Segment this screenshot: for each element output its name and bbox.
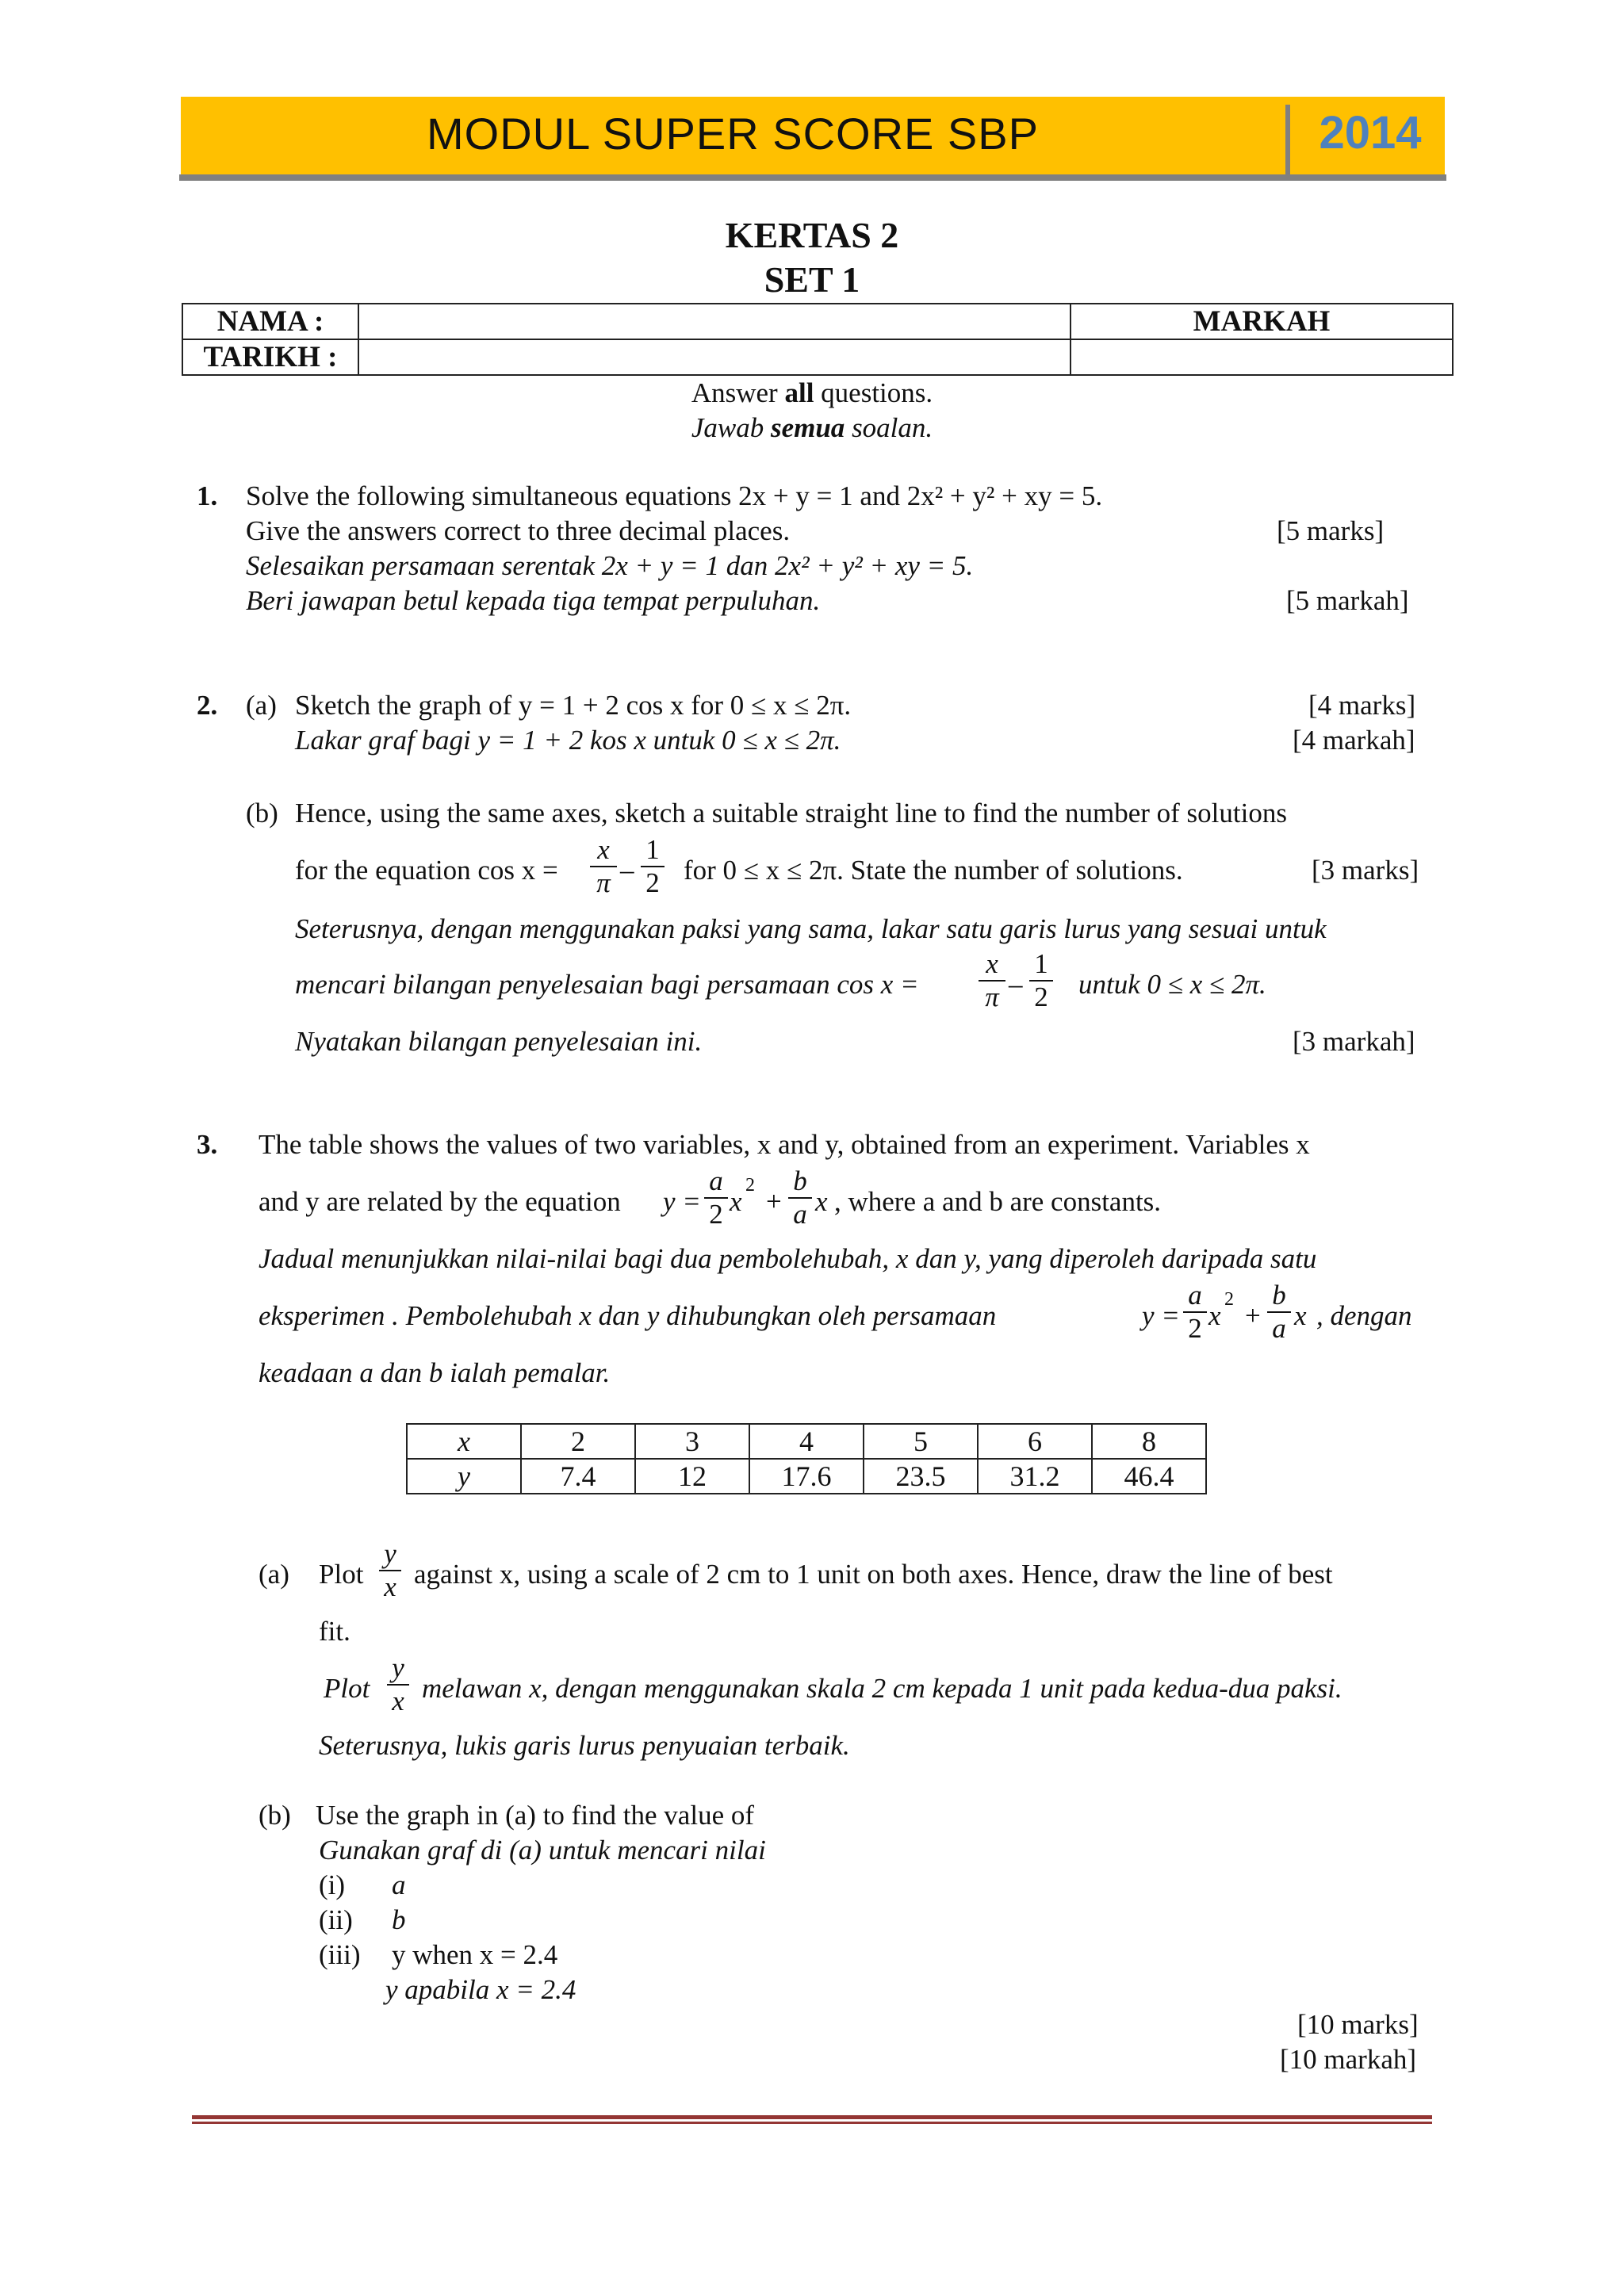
q2-b-my-frac-1-2: $\frac{1}{2}$ bbox=[1029, 948, 1053, 1013]
q2-b-my-minus: – bbox=[1009, 969, 1023, 1000]
header-separator bbox=[1285, 105, 1290, 176]
q3-my2-pre: eksperimen . Pembolehubah x dan y dihubungkan oleh persamaan bbox=[259, 1300, 997, 1331]
q2-b-en2-pre: for the equation cos x = bbox=[295, 855, 558, 886]
table-header-x: x bbox=[407, 1424, 521, 1459]
tarikh-field[interactable] bbox=[358, 339, 1071, 375]
table-cell: 4 bbox=[749, 1424, 864, 1459]
q3-a-my-frac-y-x: $\frac{y}{x}$ bbox=[387, 1652, 409, 1717]
q3-eq-frac-b-a: $\frac{b}{a}$ bbox=[788, 1165, 812, 1230]
info-table bbox=[182, 303, 1454, 376]
q3-b-item-label: (ii) bbox=[319, 1904, 353, 1935]
q3-b-item-text: a bbox=[392, 1869, 406, 1900]
q3-b-item-text: b bbox=[392, 1904, 406, 1935]
q2-b-my1: Seterusnya, dengan menggunakan paksi yang sama, lakar satu garis lurus yang sesuai untuk bbox=[295, 913, 1327, 944]
q1-line2: Give the answers correct to three decimal places. bbox=[246, 515, 791, 546]
q3-en2-post: , where a and b are constants. bbox=[834, 1186, 1162, 1217]
q3-eq-plus: + bbox=[766, 1186, 782, 1217]
q2-a-my: Lakar graf bagi y = 1 + 2 kos x untuk 0 ≤ x ≤ 2π. bbox=[295, 725, 841, 756]
q1-marks-my: [5 markah] bbox=[1286, 585, 1409, 616]
q3-eq-my-y: y = bbox=[1142, 1300, 1180, 1331]
table-cell: 23.5 bbox=[864, 1459, 978, 1494]
q3-a-label: (a) bbox=[259, 1559, 289, 1590]
footer-rule-thin bbox=[192, 2122, 1432, 2124]
q3-b-my: Gunakan graf di (a) untuk mencari nilai bbox=[319, 1835, 766, 1866]
table-row-y bbox=[407, 1459, 1206, 1494]
q2-a-marks-en: [4 marks] bbox=[1308, 690, 1416, 721]
q3-eq-x: x bbox=[730, 1186, 742, 1217]
q3-eq-sq: 2 bbox=[745, 1175, 755, 1196]
q3-b-item-label: (iii) bbox=[319, 1939, 361, 1970]
q3-a-my-plot: Plot bbox=[324, 1673, 370, 1704]
nama-label: NAMA : bbox=[182, 304, 358, 339]
instruction-en: Answer all questions. bbox=[691, 377, 933, 408]
instruction-my: Jawab semua soalan. bbox=[691, 412, 933, 443]
q3-eq-my-x: x bbox=[1208, 1300, 1221, 1331]
q2-b-my2-post: untuk 0 ≤ x ≤ 2π. bbox=[1078, 969, 1266, 1000]
q3-eq-my-sq: 2 bbox=[1224, 1289, 1234, 1310]
set-title: SET 1 bbox=[764, 259, 860, 300]
q3-en1: The table shows the values of two variables, x and y, obtained from an experiment. Variables x bbox=[259, 1129, 1310, 1160]
q2-a-en: Sketch the graph of y = 1 + 2 cos x for 0 ≤ x ≤ 2π. bbox=[295, 690, 852, 721]
table-cell: 17.6 bbox=[749, 1459, 864, 1494]
q3-eq-frac-a-2: $\frac{a}{2}$ bbox=[704, 1165, 728, 1230]
q2-b-marks-en: [3 marks] bbox=[1312, 855, 1419, 886]
q3-my1: Jadual menunjukkan nilai-nilai bagi dua pembolehubah, x dan y, yang diperoleh daripada satu bbox=[259, 1243, 1317, 1274]
paper-title: KERTAS 2 bbox=[725, 215, 899, 255]
table-cell: 46.4 bbox=[1092, 1459, 1206, 1494]
q3-b-item-iii-my: y apabila x = 2.4 bbox=[385, 1974, 576, 2005]
table-header-y: y bbox=[407, 1459, 521, 1494]
q2-number: 2. bbox=[197, 690, 218, 721]
q3-en2-pre: and y are related by the equation bbox=[259, 1186, 621, 1217]
table-cell: 3 bbox=[635, 1424, 749, 1459]
q3-b-en: Use the graph in (a) to find the value of bbox=[316, 1800, 755, 1831]
q1-marks-en: [5 marks] bbox=[1277, 515, 1385, 546]
markah-label: MARKAH bbox=[1071, 304, 1453, 339]
q2-a-label: (a) bbox=[246, 690, 277, 721]
q3-b-item-text: y when x = 2.4 bbox=[392, 1939, 558, 1970]
header-title: MODUL SUPER SCORE SBP bbox=[427, 109, 1039, 159]
q1-line3: Selesaikan persamaan serentak 2x + y = 1 dan 2x² + y² + xy = 5. bbox=[246, 550, 974, 581]
data-table bbox=[406, 1423, 1207, 1494]
q3-eq-y: y = bbox=[663, 1186, 701, 1217]
table-cell: 5 bbox=[864, 1424, 978, 1459]
q3-eq-my-frac-b-a: $\frac{b}{a}$ bbox=[1267, 1280, 1291, 1345]
q2-b-minus: – bbox=[620, 855, 634, 886]
table-cell: 8 bbox=[1092, 1424, 1206, 1459]
q2-b-my-frac-x-pi: $\frac{x}{\pi}$ bbox=[979, 948, 1005, 1013]
q2-b-my3: Nyatakan bilangan penyelesaian ini. bbox=[295, 1026, 703, 1057]
table-cell: 6 bbox=[978, 1424, 1092, 1459]
q3-a-my2: Seterusnya, lukis garis lurus penyuaian terbaik. bbox=[319, 1730, 850, 1761]
table-cell: 12 bbox=[635, 1459, 749, 1494]
header-year: 2014 bbox=[1319, 107, 1422, 159]
q2-b-my2-pre: mencari bilangan penyelesaian bagi persamaan cos x = bbox=[295, 969, 919, 1000]
header-rule bbox=[179, 174, 1446, 181]
q2-b-label: (b) bbox=[246, 798, 278, 828]
q2-b-en1: Hence, using the same axes, sketch a suitable straight line to find the number of solutions bbox=[295, 798, 1287, 828]
q3-a-frac-y-x: $\frac{y}{x}$ bbox=[379, 1538, 401, 1603]
q3-my3: keadaan a dan b ialah pemalar. bbox=[259, 1357, 611, 1388]
q2-a-marks-my: [4 markah] bbox=[1293, 725, 1415, 756]
q3-eq-my-x2: x bbox=[1294, 1300, 1307, 1331]
table-cell: 2 bbox=[521, 1424, 635, 1459]
footer-rule bbox=[192, 2115, 1432, 2119]
q1-line4: Beri jawapan betul kepada tiga tempat perpuluhan. bbox=[246, 585, 821, 616]
header-banner bbox=[181, 97, 1445, 174]
q3-my2-post: , dengan bbox=[1316, 1300, 1412, 1331]
q2-b-en2-post: for 0 ≤ x ≤ 2π. State the number of solutions. bbox=[684, 855, 1183, 886]
q3-a-plot: Plot bbox=[319, 1559, 364, 1590]
q3-a-my: melawan x, dengan menggunakan skala 2 cm kepada 1 unit pada kedua-dua paksi. bbox=[422, 1673, 1342, 1704]
q3-b-label: (b) bbox=[259, 1800, 291, 1831]
q1-line1: Solve the following simultaneous equations 2x + y = 1 and 2x² + y² + xy = 5. bbox=[246, 480, 1103, 511]
tarikh-label: TARIKH : bbox=[182, 339, 358, 375]
table-cell: 7.4 bbox=[521, 1459, 635, 1494]
markah-field[interactable] bbox=[1071, 339, 1453, 375]
table-cell: 31.2 bbox=[978, 1459, 1092, 1494]
q3-a-fit: fit. bbox=[319, 1616, 350, 1647]
q3-number: 3. bbox=[197, 1129, 218, 1160]
q3-eq-my-frac-a-2: $\frac{a}{2}$ bbox=[1183, 1280, 1207, 1345]
q3-eq-my-plus: + bbox=[1245, 1300, 1261, 1331]
q1-number: 1. bbox=[197, 480, 218, 511]
q2-b-frac-1-2: $\frac{1}{2}$ bbox=[641, 834, 665, 899]
q3-eq-x2: x bbox=[815, 1186, 828, 1217]
q2-b-frac-x-pi: $\frac{x}{\pi}$ bbox=[590, 834, 617, 899]
q3-a-en: against x, using a scale of 2 cm to 1 unit on both axes. Hence, draw the line of best bbox=[414, 1559, 1333, 1590]
q3-b-item-label: (i) bbox=[319, 1869, 346, 1900]
q3-marks-my: [10 markah] bbox=[1280, 2044, 1417, 2075]
table-row-x bbox=[407, 1424, 1206, 1459]
nama-field[interactable] bbox=[358, 304, 1071, 339]
q2-b-marks-my: [3 markah] bbox=[1293, 1026, 1415, 1057]
q3-marks-en: [10 marks] bbox=[1297, 2009, 1419, 2040]
